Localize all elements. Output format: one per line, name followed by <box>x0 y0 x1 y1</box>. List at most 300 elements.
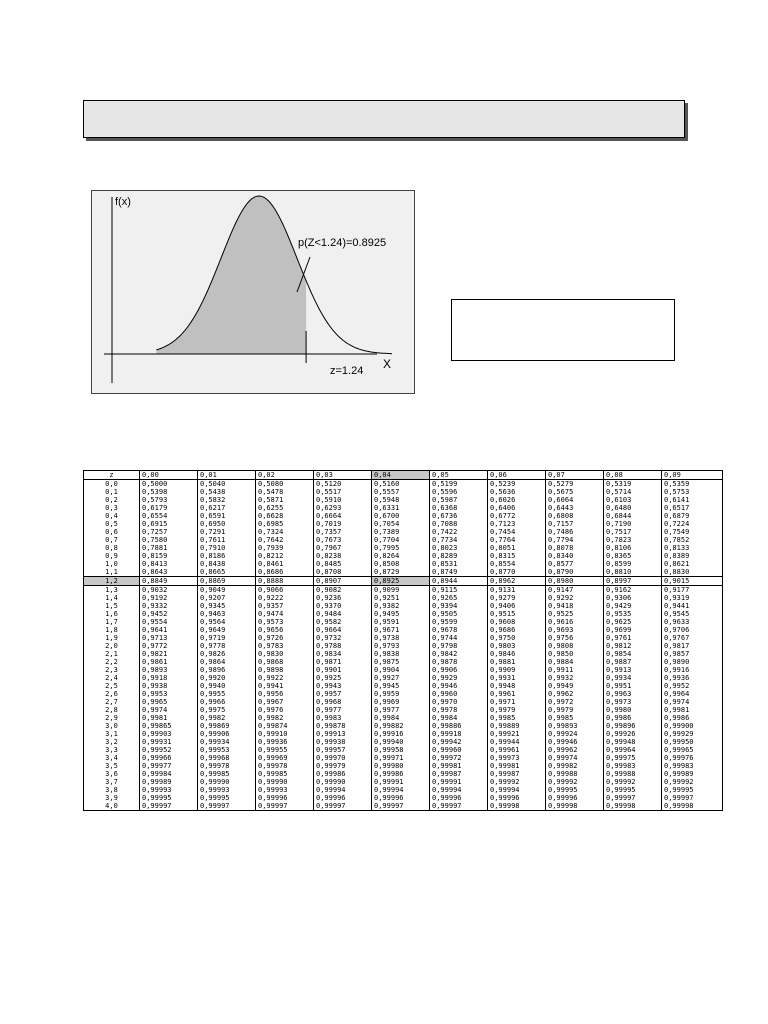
table-cell: 0,9955 <box>198 690 256 698</box>
table-cell: 0,7852 <box>662 536 723 544</box>
table-row <box>84 577 723 586</box>
table-cell: 0,9292 <box>546 594 604 602</box>
column-header: 0,02 <box>256 471 314 480</box>
table-cell: 0,7794 <box>546 536 604 544</box>
table-cell: 0,99983 <box>604 762 662 770</box>
table-cell: 0,99962 <box>546 746 604 754</box>
table-cell: 0,99882 <box>372 722 430 730</box>
table-cell: 0,99948 <box>604 738 662 746</box>
table-cell: 0,9808 <box>546 642 604 650</box>
table-header-row <box>84 471 723 480</box>
table-cell: 0,5438 <box>198 488 256 496</box>
table-cell: 0,9616 <box>546 618 604 626</box>
table-cell: 0,99998 <box>662 802 723 811</box>
table-cell: 0,8413 <box>140 560 198 568</box>
table-cell: 0,9857 <box>662 650 723 658</box>
table-cell: 0,9978 <box>430 706 488 714</box>
table-cell: 0,9966 <box>198 698 256 706</box>
table-cell: 0,9896 <box>198 666 256 674</box>
table-cell: 0,99916 <box>372 730 430 738</box>
table-cell: 0,9394 <box>430 602 488 610</box>
row-z-value: 2,8 <box>84 706 140 714</box>
table-cell: 0,9920 <box>198 674 256 682</box>
column-header: 0,05 <box>430 471 488 480</box>
table-cell: 0,9938 <box>140 682 198 690</box>
z-value-label: z=1.24 <box>330 365 364 377</box>
table-cell: 0,9973 <box>604 698 662 706</box>
table-row <box>84 762 723 770</box>
row-z-value: 1,2 <box>84 577 140 586</box>
table-cell: 0,8830 <box>662 568 723 577</box>
row-z-value: 0,6 <box>84 528 140 536</box>
table-row <box>84 594 723 602</box>
table-row <box>84 658 723 666</box>
table-cell: 0,99946 <box>546 738 604 746</box>
row-z-value: 2,1 <box>84 650 140 658</box>
table-cell: 0,6700 <box>372 512 430 520</box>
row-z-value: 0,2 <box>84 496 140 504</box>
table-cell: 0,6808 <box>546 512 604 520</box>
table-cell: 0,7642 <box>256 536 314 544</box>
table-cell: 0,9953 <box>140 690 198 698</box>
table-cell: 0,99966 <box>140 754 198 762</box>
table-cell: 0,9868 <box>256 658 314 666</box>
table-cell: 0,9986 <box>604 714 662 722</box>
table-cell: 0,6293 <box>314 504 372 512</box>
table-cell: 0,9909 <box>488 666 546 674</box>
table-cell: 0,5871 <box>256 496 314 504</box>
column-header: 0,09 <box>662 471 723 480</box>
table-cell: 0,6664 <box>314 512 372 520</box>
table-cell: 0,99918 <box>430 730 488 738</box>
table-cell: 0,9798 <box>430 642 488 650</box>
table-cell: 0,99996 <box>488 794 546 802</box>
row-z-value: 0,0 <box>84 480 140 489</box>
table-cell: 0,9115 <box>430 586 488 595</box>
table-cell: 0,9918 <box>140 674 198 682</box>
row-z-value: 1,4 <box>84 594 140 602</box>
table-cell: 0,5948 <box>372 496 430 504</box>
table-cell: 0,6443 <box>546 504 604 512</box>
table-cell: 0,99938 <box>314 738 372 746</box>
table-cell: 0,99997 <box>662 794 723 802</box>
normal-distribution-table <box>83 470 723 811</box>
table-cell: 0,99984 <box>140 770 198 778</box>
table-cell: 0,9505 <box>430 610 488 618</box>
table-cell: 0,9495 <box>372 610 430 618</box>
table-cell: 0,99993 <box>140 786 198 794</box>
row-z-value: 3,7 <box>84 778 140 786</box>
column-header: 0,04 <box>372 471 430 480</box>
table-cell: 0,7611 <box>198 536 256 544</box>
table-cell: 0,99992 <box>604 778 662 786</box>
table-cell: 0,99993 <box>256 786 314 794</box>
row-z-value: 1,1 <box>84 568 140 577</box>
table-row <box>84 488 723 496</box>
table-cell: 0,6950 <box>198 520 256 528</box>
table-cell: 0,8238 <box>314 552 372 560</box>
table-cell: 0,99995 <box>604 786 662 794</box>
table-row <box>84 730 723 738</box>
table-cell: 0,9945 <box>372 682 430 690</box>
table-cell: 0,9713 <box>140 634 198 642</box>
table-cell: 0,99992 <box>662 778 723 786</box>
table-cell: 0,99996 <box>430 794 488 802</box>
table-row <box>84 504 723 512</box>
annotation-label: p(Z<1.24)=0.8925 <box>298 237 387 249</box>
table-row <box>84 610 723 618</box>
table-cell: 0,6591 <box>198 512 256 520</box>
table-cell: 0,99969 <box>256 754 314 762</box>
table-cell: 0,8340 <box>546 552 604 560</box>
table-cell: 0,9699 <box>604 626 662 634</box>
table-cell: 0,9931 <box>488 674 546 682</box>
table-row <box>84 706 723 714</box>
table-cell: 0,9985 <box>546 714 604 722</box>
table-cell: 0,9970 <box>430 698 488 706</box>
table-cell: 0,99989 <box>140 778 198 786</box>
table-cell: 0,7486 <box>546 528 604 536</box>
table-cell: 0,99988 <box>546 770 604 778</box>
row-z-value: 2,5 <box>84 682 140 690</box>
table-row <box>84 794 723 802</box>
table-row <box>84 560 723 568</box>
table-row <box>84 746 723 754</box>
table-cell: 0,9767 <box>662 634 723 642</box>
table-cell: 0,6368 <box>430 504 488 512</box>
column-header: 0,03 <box>314 471 372 480</box>
table-row <box>84 544 723 552</box>
table-cell: 0,9821 <box>140 650 198 658</box>
row-z-value: 3,8 <box>84 786 140 794</box>
table-cell: 0,9913 <box>604 666 662 674</box>
table-cell: 0,9959 <box>372 690 430 698</box>
table-row <box>84 568 723 577</box>
table-cell: 0,99865 <box>140 722 198 730</box>
row-z-value: 3,5 <box>84 762 140 770</box>
table-cell: 0,5359 <box>662 480 723 489</box>
table-cell: 0,7549 <box>662 528 723 536</box>
table-cell: 0,99997 <box>604 794 662 802</box>
table-cell: 0,9984 <box>430 714 488 722</box>
table-cell: 0,99994 <box>488 786 546 794</box>
table-cell: 0,8577 <box>546 560 604 568</box>
row-z-value: 3,0 <box>84 722 140 730</box>
table-cell: 0,9484 <box>314 610 372 618</box>
table-cell: 0,7291 <box>198 528 256 536</box>
row-z-value: 1,8 <box>84 626 140 634</box>
y-axis-label: f(x) <box>115 196 131 208</box>
table-row <box>84 512 723 520</box>
row-z-value: 0,1 <box>84 488 140 496</box>
table-row <box>84 536 723 544</box>
table-cell: 0,9177 <box>662 586 723 595</box>
table-cell: 0,7673 <box>314 536 372 544</box>
table-cell: 0,99926 <box>604 730 662 738</box>
table-cell: 0,99998 <box>604 802 662 811</box>
table-cell: 0,99997 <box>256 802 314 811</box>
table-cell: 0,6064 <box>546 496 604 504</box>
table-cell: 0,99973 <box>488 754 546 762</box>
table-cell: 0,5000 <box>140 480 198 489</box>
table-cell: 0,5199 <box>430 480 488 489</box>
table-row <box>84 602 723 610</box>
table-cell: 0,9982 <box>198 714 256 722</box>
table-cell: 0,99997 <box>140 802 198 811</box>
table-cell: 0,99991 <box>372 778 430 786</box>
table-row <box>84 528 723 536</box>
table-cell: 0,99957 <box>314 746 372 754</box>
table-cell: 0,7054 <box>372 520 430 528</box>
table-cell: 0,9967 <box>256 698 314 706</box>
table-cell: 0,9706 <box>662 626 723 634</box>
table-cell: 0,5080 <box>256 480 314 489</box>
table-cell: 0,9772 <box>140 642 198 650</box>
table-cell: 0,8907 <box>314 577 372 586</box>
table-cell: 0,9783 <box>256 642 314 650</box>
table-cell: 0,99988 <box>604 770 662 778</box>
table-cell: 0,99950 <box>662 738 723 746</box>
row-z-value: 2,2 <box>84 658 140 666</box>
table-cell: 0,9719 <box>198 634 256 642</box>
table-cell: 0,9890 <box>662 658 723 666</box>
table-cell: 0,9834 <box>314 650 372 658</box>
table-cell: 0,9306 <box>604 594 662 602</box>
table-cell: 0,8888 <box>256 577 314 586</box>
table-cell: 0,9871 <box>314 658 372 666</box>
table-cell: 0,8051 <box>488 544 546 552</box>
table-cell: 0,7019 <box>314 520 372 528</box>
table-cell: 0,5279 <box>546 480 604 489</box>
table-row <box>84 666 723 674</box>
table-cell: 0,6217 <box>198 504 256 512</box>
table-cell: 0,99992 <box>488 778 546 786</box>
table-cell: 0,9911 <box>546 666 604 674</box>
table-cell: 0,7324 <box>256 528 314 536</box>
table-cell: 0,7454 <box>488 528 546 536</box>
table-cell: 0,9750 <box>488 634 546 642</box>
table-cell: 0,9962 <box>546 690 604 698</box>
table-cell: 0,99940 <box>372 738 430 746</box>
table-cell: 0,7910 <box>198 544 256 552</box>
table-cell: 0,8729 <box>372 568 430 577</box>
table-cell: 0,9319 <box>662 594 723 602</box>
table-cell: 0,8770 <box>488 568 546 577</box>
table-cell: 0,8531 <box>430 560 488 568</box>
table-cell: 0,99995 <box>198 794 256 802</box>
table-cell: 0,8023 <box>430 544 488 552</box>
table-cell: 0,99987 <box>430 770 488 778</box>
table-cell: 0,9974 <box>140 706 198 714</box>
shaded-area-under-curve <box>156 196 306 354</box>
table-cell: 0,9251 <box>372 594 430 602</box>
table-cell: 0,9222 <box>256 594 314 602</box>
table-cell: 0,8962 <box>488 577 546 586</box>
table-cell: 0,8980 <box>546 577 604 586</box>
table-cell: 0,99997 <box>198 802 256 811</box>
table-cell: 0,99996 <box>546 794 604 802</box>
table-cell: 0,5910 <box>314 496 372 504</box>
table-cell: 0,9927 <box>372 674 430 682</box>
table-cell: 0,9429 <box>604 602 662 610</box>
table-cell: 0,9591 <box>372 618 430 626</box>
row-z-value: 2,6 <box>84 690 140 698</box>
table-cell: 0,9515 <box>488 610 546 618</box>
table-cell: 0,7157 <box>546 520 604 528</box>
table-row <box>84 650 723 658</box>
table-cell: 0,9878 <box>430 658 488 666</box>
table-cell: 0,8186 <box>198 552 256 560</box>
table-cell: 0,9977 <box>372 706 430 714</box>
table-row <box>84 698 723 706</box>
table-cell: 0,9649 <box>198 626 256 634</box>
table-cell: 0,99979 <box>314 762 372 770</box>
table-cell: 0,99913 <box>314 730 372 738</box>
table-cell: 0,99929 <box>662 730 723 738</box>
table-cell: 0,5793 <box>140 496 198 504</box>
table-cell: 0,9854 <box>604 650 662 658</box>
table-cell: 0,7734 <box>430 536 488 544</box>
table-cell: 0,99991 <box>430 778 488 786</box>
table-cell: 0,9452 <box>140 610 198 618</box>
table-cell: 0,9686 <box>488 626 546 634</box>
table-cell: 0,9901 <box>314 666 372 674</box>
table-cell: 0,8708 <box>314 568 372 577</box>
table-cell: 0,9884 <box>546 658 604 666</box>
table-cell: 0,8365 <box>604 552 662 560</box>
table-cell: 0,99977 <box>140 762 198 770</box>
table-cell: 0,9147 <box>546 586 604 595</box>
table-cell: 0,99931 <box>140 738 198 746</box>
table-cell: 0,9817 <box>662 642 723 650</box>
table-cell: 0,5987 <box>430 496 488 504</box>
table-cell: 0,6331 <box>372 504 430 512</box>
table-cell: 0,8212 <box>256 552 314 560</box>
table-cell: 0,7967 <box>314 544 372 552</box>
table-row <box>84 520 723 528</box>
column-header: 0,06 <box>488 471 546 480</box>
table-cell: 0,99934 <box>198 738 256 746</box>
table-cell: 0,99893 <box>546 722 604 730</box>
table-cell: 0,8997 <box>604 577 662 586</box>
table-cell: 0,99987 <box>488 770 546 778</box>
table-cell: 0,9608 <box>488 618 546 626</box>
table-cell: 0,9693 <box>546 626 604 634</box>
table-cell: 0,99972 <box>430 754 488 762</box>
table-cell: 0,9979 <box>546 706 604 714</box>
table-cell: 0,99986 <box>314 770 372 778</box>
table-cell: 0,7224 <box>662 520 723 528</box>
table-cell: 0,9979 <box>488 706 546 714</box>
table-cell: 0,9881 <box>488 658 546 666</box>
table-cell: 0,9861 <box>140 658 198 666</box>
table-cell: 0,5239 <box>488 480 546 489</box>
table-cell: 0,9946 <box>430 682 488 690</box>
table-cell: 0,8869 <box>198 577 256 586</box>
table-cell: 0,9545 <box>662 610 723 618</box>
table-cell: 0,9932 <box>546 674 604 682</box>
table-cell: 0,9554 <box>140 618 198 626</box>
table-cell: 0,7995 <box>372 544 430 552</box>
table-cell: 0,99996 <box>372 794 430 802</box>
table-cell: 0,7823 <box>604 536 662 544</box>
table-cell: 0,9192 <box>140 594 198 602</box>
column-header-z: z <box>84 471 140 480</box>
table-cell: 0,7257 <box>140 528 198 536</box>
table-cell: 0,9015 <box>662 577 723 586</box>
table-cell: 0,5714 <box>604 488 662 496</box>
table-cell: 0,9049 <box>198 586 256 595</box>
table-cell: 0,9925 <box>314 674 372 682</box>
header-bar <box>83 100 685 138</box>
table-cell: 0,9971 <box>488 698 546 706</box>
table-cell: 0,99994 <box>314 786 372 794</box>
table-cell: 0,9965 <box>140 698 198 706</box>
table-cell: 0,9803 <box>488 642 546 650</box>
table-cell: 0,99995 <box>140 794 198 802</box>
column-header: 0,08 <box>604 471 662 480</box>
table-cell: 0,9525 <box>546 610 604 618</box>
table-row <box>84 754 723 762</box>
row-z-value: 2,7 <box>84 698 140 706</box>
table-cell: 0,8643 <box>140 568 198 577</box>
table-cell: 0,5596 <box>430 488 488 496</box>
table-cell: 0,9788 <box>314 642 372 650</box>
table-row <box>84 738 723 746</box>
table-cell: 0,9066 <box>256 586 314 595</box>
table-cell: 0,99900 <box>662 722 723 730</box>
table-cell: 0,9985 <box>488 714 546 722</box>
table-cell: 0,5675 <box>546 488 604 496</box>
table-cell: 0,99974 <box>546 754 604 762</box>
table-cell: 0,9131 <box>488 586 546 595</box>
table-cell: 0,99903 <box>140 730 198 738</box>
table-cell: 0,9564 <box>198 618 256 626</box>
table-cell: 0,9875 <box>372 658 430 666</box>
table-cell: 0,9960 <box>430 690 488 698</box>
table-cell: 0,9406 <box>488 602 546 610</box>
table-cell: 0,9977 <box>314 706 372 714</box>
table-cell: 0,8159 <box>140 552 198 560</box>
table-cell: 0,9236 <box>314 594 372 602</box>
table-cell: 0,6554 <box>140 512 198 520</box>
x-axis-label: X <box>383 357 392 371</box>
table-cell: 0,99964 <box>604 746 662 754</box>
table-cell: 0,9625 <box>604 618 662 626</box>
column-header: 0,07 <box>546 471 604 480</box>
table-cell: 0,99961 <box>488 746 546 754</box>
table-cell: 0,9957 <box>314 690 372 698</box>
table-row <box>84 802 723 811</box>
table-cell: 0,9929 <box>430 674 488 682</box>
table-row <box>84 626 723 634</box>
table-cell: 0,8599 <box>604 560 662 568</box>
table-cell: 0,99993 <box>198 786 256 794</box>
table-cell: 0,99997 <box>430 802 488 811</box>
table-cell: 0,99906 <box>198 730 256 738</box>
table-cell: 0,99998 <box>546 802 604 811</box>
table-cell: 0,9984 <box>372 714 430 722</box>
table-cell: 0,8461 <box>256 560 314 568</box>
table-cell: 0,99968 <box>198 754 256 762</box>
table-row <box>84 682 723 690</box>
column-header: 0,00 <box>140 471 198 480</box>
row-z-value: 4,0 <box>84 802 140 811</box>
table-cell: 0,8849 <box>140 577 198 586</box>
table-cell: 0,9850 <box>546 650 604 658</box>
table-cell: 0,9986 <box>662 714 723 722</box>
table-cell: 0,9951 <box>604 682 662 690</box>
